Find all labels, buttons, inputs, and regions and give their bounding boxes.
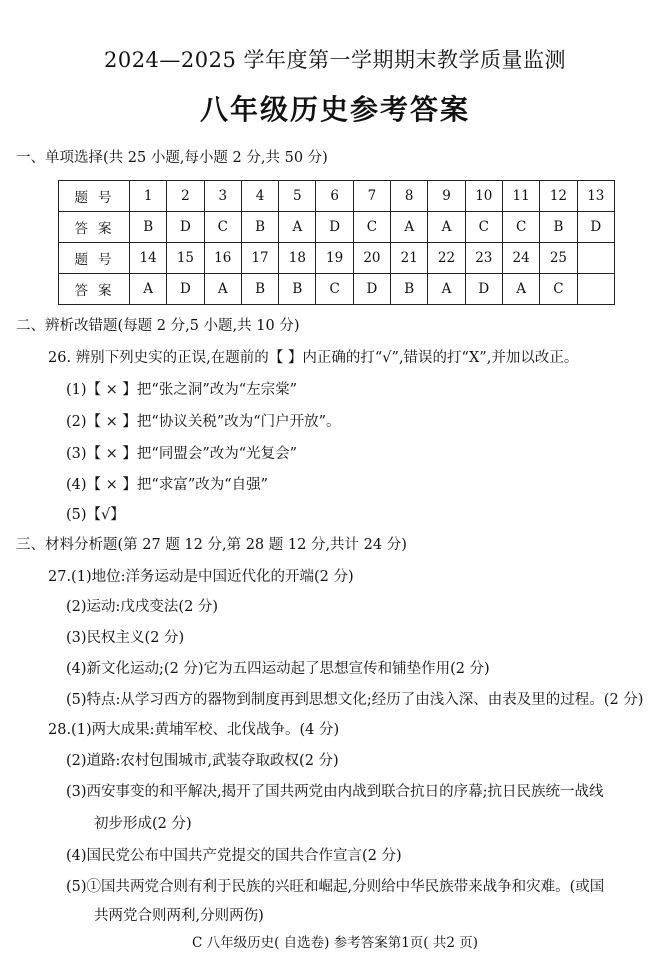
question-number: 20 [353, 243, 390, 274]
answer-cell: A [502, 274, 539, 305]
q28-line-2: (2)道路:农村包围城市,武装夺取政权(2 分) [66, 753, 339, 769]
answer-cell: D [167, 212, 204, 243]
q27-line-1: 27.(1)地位:洋务运动是中国近代化的开端(2 分) [48, 569, 354, 585]
q28-line-3-cont: 初步形成(2 分) [94, 816, 192, 832]
question-number: 1 [130, 181, 167, 212]
question-number: 6 [316, 181, 353, 212]
answer-cell: C [465, 212, 502, 243]
section1-heading: 一、单项选择(共 25 小题,每小题 2 分,共 50 分) [16, 150, 328, 166]
answer-cell: C [540, 274, 577, 305]
question-number: 9 [428, 181, 465, 212]
answer-cell: B [391, 274, 428, 305]
answer-cell: C [316, 274, 353, 305]
question-number: 25 [540, 243, 577, 274]
question-number [577, 243, 614, 274]
answer-cell: D [316, 212, 353, 243]
question-number: 16 [204, 243, 241, 274]
answer-cell: B [130, 212, 167, 243]
q26-item-2: (2)【 × 】把“协议关税”改为“门户开放”。 [66, 414, 341, 430]
question-number: 10 [465, 181, 502, 212]
question-number: 12 [540, 181, 577, 212]
q28-line-4: (4)国民党公布中国共产党提交的国共合作宣言(2 分) [66, 848, 402, 864]
question-number: 18 [279, 243, 316, 274]
question-number: 22 [428, 243, 465, 274]
question-number: 14 [130, 243, 167, 274]
answer-cell: B [241, 274, 278, 305]
question-number: 24 [502, 243, 539, 274]
answer-cell [577, 274, 614, 305]
q26-item-5: (5)【√】 [66, 507, 125, 523]
table-row [59, 274, 615, 305]
answer-cell: D [465, 274, 502, 305]
row-label-question: 题号 [59, 243, 130, 274]
answer-table [58, 180, 615, 305]
question-number: 21 [391, 243, 428, 274]
question-number: 13 [577, 181, 614, 212]
answer-cell: B [241, 212, 278, 243]
q27-line-4: (4)新文化运动;(2 分)它为五四运动起了思想宣传和铺垫作用(2 分) [66, 661, 490, 677]
q27-line-3: (3)民权主义(2 分) [66, 630, 185, 646]
table-row [59, 243, 615, 274]
answer-cell: A [391, 212, 428, 243]
answer-cell: A [279, 212, 316, 243]
answer-cell: C [353, 212, 390, 243]
question-number: 11 [502, 181, 539, 212]
section2-heading: 二、辨析改错题(每题 2 分,5 小题,共 10 分) [16, 318, 300, 334]
q27-line-5: (5)特点:从学习西方的器物到制度再到思想文化;经历了由浅入深、由表及里的过程。(2 分) [66, 692, 644, 708]
row-label-question: 题号 [59, 181, 130, 212]
question-number: 5 [279, 181, 316, 212]
q26-item-1: (1)【 × 】把“张之洞”改为“左宗棠” [66, 382, 298, 398]
question-number: 2 [167, 181, 204, 212]
section3-heading: 三、材料分析题(第 27 题 12 分,第 28 题 12 分,共计 24 分) [16, 537, 407, 553]
question-number: 15 [167, 243, 204, 274]
answer-cell: C [204, 212, 241, 243]
page-title: 八年级历史参考答案 [199, 93, 470, 126]
answer-cell: A [428, 274, 465, 305]
table-row [59, 181, 615, 212]
question-number: 4 [241, 181, 278, 212]
question-number: 8 [391, 181, 428, 212]
question-number: 17 [241, 243, 278, 274]
q26-item-4: (4)【 × 】把“求富”改为“自强” [66, 477, 269, 493]
question-number: 19 [316, 243, 353, 274]
question-26-prompt: 26. 辨别下列史实的正误,在题前的【 】内正确的打“√”,错误的打“X”,并加以改正。 [48, 350, 579, 366]
row-label-answer: 答案 [59, 212, 130, 243]
answer-cell: A [204, 274, 241, 305]
answer-cell: D [353, 274, 390, 305]
answer-cell: C [502, 212, 539, 243]
answer-cell: B [540, 212, 577, 243]
question-number: 23 [465, 243, 502, 274]
exam-title: 2024—2025 学年度第一学期期末教学质量监测 [103, 48, 567, 72]
row-label-answer: 答案 [59, 274, 130, 305]
q26-item-3: (3)【 × 】把“同盟会”改为“光复会” [66, 446, 298, 462]
q28-line-1: 28.(1)两大成果:黄埔军校、北伐战争。(4 分) [48, 722, 340, 738]
q28-line-5: (5)①国共两党合则有利于民族的兴旺和崛起,分则给中华民族带来战争和灾难。(或国 [66, 879, 605, 895]
q27-line-2: (2)运动:戊戌变法(2 分) [66, 599, 219, 615]
question-number: 3 [204, 181, 241, 212]
answer-cell: D [167, 274, 204, 305]
answer-cell: B [279, 274, 316, 305]
q28-line-5-cont: 共两党合则两利,分则两伤) [94, 908, 264, 924]
answer-cell: A [428, 212, 465, 243]
answer-cell: D [577, 212, 614, 243]
table-row [59, 212, 615, 243]
question-number: 7 [353, 181, 390, 212]
page-footer: C 八年级历史( 自选卷) 参考答案第1页( 共2 页) [191, 935, 479, 951]
answer-cell: A [130, 274, 167, 305]
q28-line-3: (3)西安事变的和平解决,揭开了国共两党由内战到联合抗日的序幕;抗日民族统一战线 [66, 784, 604, 800]
